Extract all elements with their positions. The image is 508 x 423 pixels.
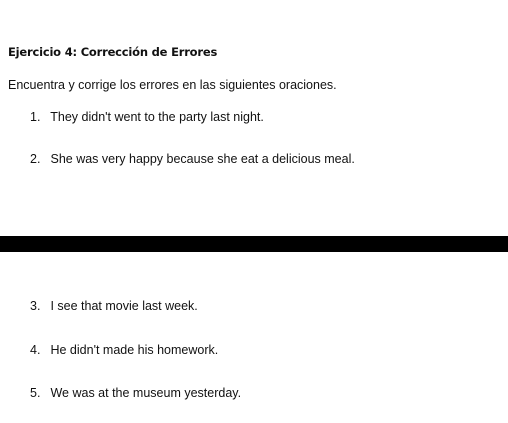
list-item [30,299,198,313]
list-item [30,110,264,124]
item-number: 1. [30,110,41,124]
list-item [30,152,355,166]
item-number: 5. [30,386,41,400]
item-text: I see that movie last week. [50,299,198,313]
item-text: We was at the museum yesterday. [50,386,242,400]
list-item [30,386,241,400]
item-number: 2. [30,152,41,166]
exercise-title: Ejercicio 4: Corrección de Errores [8,45,218,59]
exercise-instruction: Encuentra y corrige los errores en las siguientes oraciones. [8,78,337,92]
item-text: They didn't went to the party last night. [50,110,264,124]
black-divider-bar [0,236,508,252]
item-number: 3. [30,299,41,313]
item-text: He didn't made his homework. [50,343,219,357]
item-number: 4. [30,343,41,357]
list-item [30,343,218,357]
item-text: She was very happy because she eat a delicious meal. [50,152,355,166]
